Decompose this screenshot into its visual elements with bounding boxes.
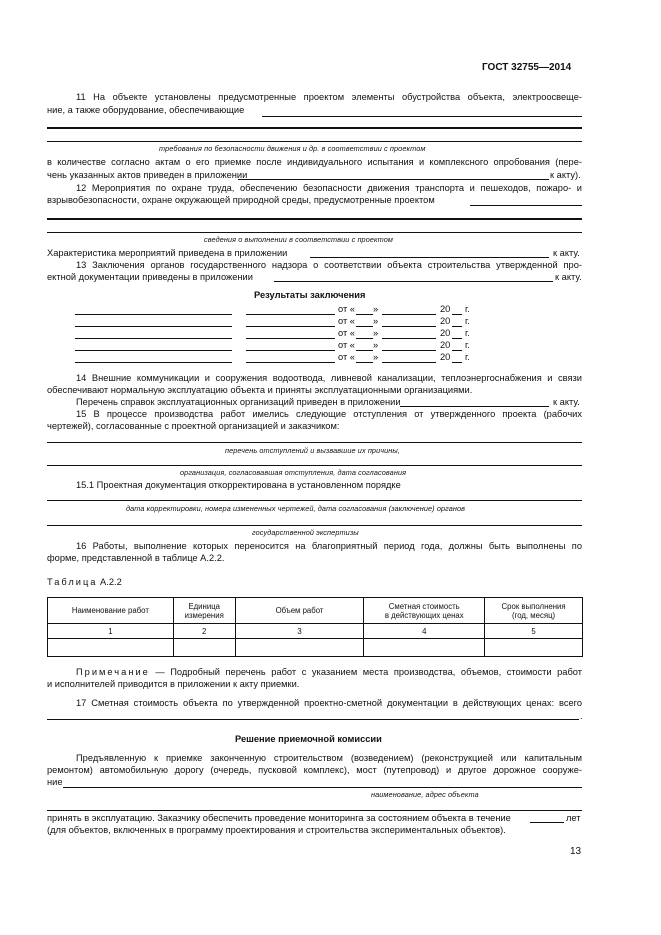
p17-line1: 17 Сметная стоимость объекта по утвержденной проектно-сметной документации в действующих ценах: всего: [76, 698, 582, 708]
quote-close: »: [373, 316, 379, 326]
fill-line[interactable]: [356, 326, 373, 327]
p11-line1: 11 На объекте установлены предусмотренные проектом элементы обустройства объекта, электроосвеще-: [76, 92, 582, 102]
p15-caption3: дата корректировки, номера измененных чертежей, дата согласования (заключение) органов: [126, 504, 466, 513]
table-cell: 1: [48, 624, 174, 639]
fill-line: [400, 406, 549, 407]
table-row: [48, 639, 583, 657]
fill-line[interactable]: [356, 314, 373, 315]
table-cell[interactable]: [173, 639, 235, 657]
fill-line: [47, 719, 579, 720]
fill-line[interactable]: [75, 326, 232, 327]
table-cell[interactable]: [485, 639, 583, 657]
decision-line2: ремонтом) автомобильную дорогу (очередь, пусковой комплекс), мост (путепровод) и другое дорожное сооруже-: [47, 765, 582, 775]
p12-line3-end: к акту.: [553, 248, 580, 258]
header-text: Объем работ: [275, 606, 324, 615]
p13-line2-start: ектной документации приведены в приложении: [47, 272, 253, 282]
decision-title: Решение приемочной комиссии: [235, 734, 382, 744]
p11-line2: ние, а также оборудование, обеспечивающие: [47, 105, 245, 115]
decision-caption: наименование, адрес объекта: [371, 790, 479, 799]
fill-line[interactable]: [246, 350, 335, 351]
p11-caption: требования по безопасности движения и др. в соответствии с проектом: [159, 144, 426, 153]
quote-close: »: [373, 328, 379, 338]
fill-line: [47, 141, 582, 142]
decision-line3: ние: [47, 777, 63, 787]
p13-line2-end: к акту.: [555, 272, 582, 282]
year-prefix: 20: [440, 352, 451, 362]
fill-line: [47, 500, 582, 501]
p15-caption2: организация, согласовавшая отступления, дата согласования: [180, 468, 407, 477]
p12-line2: взрывобезопасности, охране окружающей природной среды, предусмотренные проектом: [47, 195, 435, 205]
table-cell: 3: [235, 624, 364, 639]
page-number: 13: [570, 846, 582, 857]
fill-line[interactable]: [356, 362, 373, 363]
table-cell[interactable]: [364, 639, 485, 657]
year-suffix: г.: [465, 352, 470, 362]
fill-line[interactable]: [452, 350, 462, 351]
decision-line1: Предъявленную к приемке законченную строительством (возведением) (реконструкцией или капитальным: [76, 753, 582, 763]
table-header-cell: [48, 598, 174, 624]
p15-line2: чертежей), согласованные с проектной организацией и заказчиком:: [47, 421, 340, 431]
p11-line3: в количестве согласно актам о его приемке после индивидуального испытания и комплексного опробования (пере-: [47, 157, 582, 167]
fill-line[interactable]: [452, 338, 462, 339]
table-caption: [47, 577, 122, 587]
fill-line[interactable]: [246, 362, 335, 363]
year-suffix: г.: [465, 304, 470, 314]
table-cell: 4: [364, 624, 485, 639]
fill-line[interactable]: [382, 314, 436, 315]
header-text: в действующих ценах: [384, 610, 464, 620]
fill-line[interactable]: [452, 314, 462, 315]
table-header-cell: [173, 598, 235, 624]
table-header-cell: [485, 598, 583, 624]
p12-line3-start: Характеристика мероприятий приведена в приложении: [47, 248, 288, 258]
p15-caption4: государственной экспертизы: [252, 528, 359, 537]
fill-line[interactable]: [246, 338, 335, 339]
table-number-row: [48, 624, 583, 639]
fill-line[interactable]: [452, 326, 462, 327]
fill-line: [47, 127, 582, 129]
date-from-label: от «: [338, 328, 355, 338]
fill-line[interactable]: [356, 350, 373, 351]
fill-line[interactable]: [246, 326, 335, 327]
header-text: Сметная стоимость: [388, 601, 460, 611]
note-text: — Подробный перечень работ с указанием места производства, объемов, стоимости работ: [149, 667, 582, 677]
year-suffix: г.: [465, 340, 470, 350]
fill-line[interactable]: [382, 326, 436, 327]
p14-line3-end: к акту.: [553, 397, 580, 407]
p14-line3-start: Перечень справок эксплуатационных организаций приведен в приложении: [76, 397, 401, 407]
p15-line1: 15 В процессе производства работ имелись следующие отступления от утвержденного проекта (рабочих: [76, 409, 582, 419]
fill-line[interactable]: [246, 314, 335, 315]
year-prefix: 20: [440, 328, 451, 338]
fill-line: [47, 218, 582, 220]
note-line1: [47, 667, 582, 677]
fill-line[interactable]: [75, 362, 232, 363]
results-title: Результаты заключения: [254, 290, 366, 300]
period-mark: .: [580, 711, 583, 721]
fill-line[interactable]: [75, 338, 232, 339]
fill-line: [47, 525, 582, 526]
fill-line: [47, 232, 582, 233]
note-label: Примечание: [76, 667, 150, 677]
document-header: ГОСТ 32755—2014: [482, 62, 572, 73]
p13-line1: 13 Заключения органов государственного надзора о соответствии объекта строительства утвержденной про-: [76, 260, 582, 270]
year-suffix: г.: [465, 328, 470, 338]
decision-line4-start: принять в эксплуатацию. Заказчику обеспечить проведение мониторинга за состоянием объекта в течение: [47, 813, 511, 823]
fill-line: [274, 281, 553, 282]
note-line2: и исполнителей приводится в приложении к акту приемки.: [47, 679, 300, 689]
fill-line: [47, 810, 582, 811]
decision-line5: (для объектов, включенных в программу проектирования и строительства экспериментальных объектов).: [47, 825, 506, 835]
p15-caption1: перечень отступлений и вызвавшие их причины,: [225, 446, 400, 455]
fill-line[interactable]: [75, 314, 232, 315]
p14-line1: 14 Внешние коммуникации и сооружения водоотвода, ливневой канализации, теплоэнергоснабжения и связи: [76, 373, 582, 383]
p12-caption: сведения о выполнении в соответствии с проектом: [204, 235, 394, 244]
works-table: [47, 597, 583, 657]
decision-line4-end: лет: [566, 813, 581, 823]
fill-line[interactable]: [75, 350, 232, 351]
table-header-cell: [235, 598, 364, 624]
table-caption-number: А.2.2: [100, 577, 122, 587]
header-text: измерения: [184, 610, 224, 620]
quote-close: »: [373, 340, 379, 350]
fill-line[interactable]: [382, 350, 436, 351]
fill-line: [262, 116, 582, 117]
quote-close: »: [373, 304, 379, 314]
year-suffix: г.: [465, 316, 470, 326]
date-from-label: от «: [338, 352, 355, 362]
fill-line: [470, 205, 582, 206]
fill-line: [63, 787, 582, 788]
fill-line[interactable]: [356, 338, 373, 339]
fill-line: [310, 257, 549, 258]
header-text: (год, месяц): [511, 610, 556, 620]
p11-line4-start: чень указанных актов приведен в приложении: [47, 170, 248, 180]
table-header-row: [48, 598, 583, 624]
p14-line2: обеспечивают нормальную эксплуатацию объекта и приняты эксплуатационными организациями.: [47, 385, 473, 395]
fill-line[interactable]: [382, 338, 436, 339]
quote-close: »: [373, 352, 379, 362]
fill-line: [47, 465, 582, 466]
table-cell[interactable]: [235, 639, 364, 657]
fill-line: [530, 822, 564, 823]
p16-line1: 16 Работы, выполнение которых переносится на благоприятный период года, должны быть выполнены по: [76, 541, 582, 551]
date-from-label: от «: [338, 316, 355, 326]
date-from-label: от «: [338, 340, 355, 350]
header-text: Срок выполнения: [501, 601, 566, 611]
table-cell[interactable]: [48, 639, 174, 657]
table-cell: 5: [485, 624, 583, 639]
header-text: Наименование работ: [71, 606, 149, 615]
p15-sub: 15.1 Проектная документация откорректирована в установленном порядке: [76, 480, 401, 490]
header-text: Единица: [188, 601, 221, 611]
date-from-label: от «: [338, 304, 355, 314]
p12-line1: 12 Мероприятия по охране труда, обеспечению безопасности движения транспорта и пешеходов, пожаро- и: [76, 183, 582, 193]
fill-line: [238, 179, 549, 180]
fill-line[interactable]: [452, 362, 462, 363]
year-prefix: 20: [440, 316, 451, 326]
p11-line4-end: к акту).: [550, 170, 581, 180]
year-prefix: 20: [440, 340, 451, 350]
table-header-cell: [364, 598, 485, 624]
fill-line: [47, 442, 582, 443]
table-cell: 2: [173, 624, 235, 639]
table-caption-word: Таблица: [47, 577, 98, 587]
p16-line2: форме, представленной в таблице А.2.2.: [47, 553, 225, 563]
year-prefix: 20: [440, 304, 451, 314]
fill-line[interactable]: [382, 362, 436, 363]
